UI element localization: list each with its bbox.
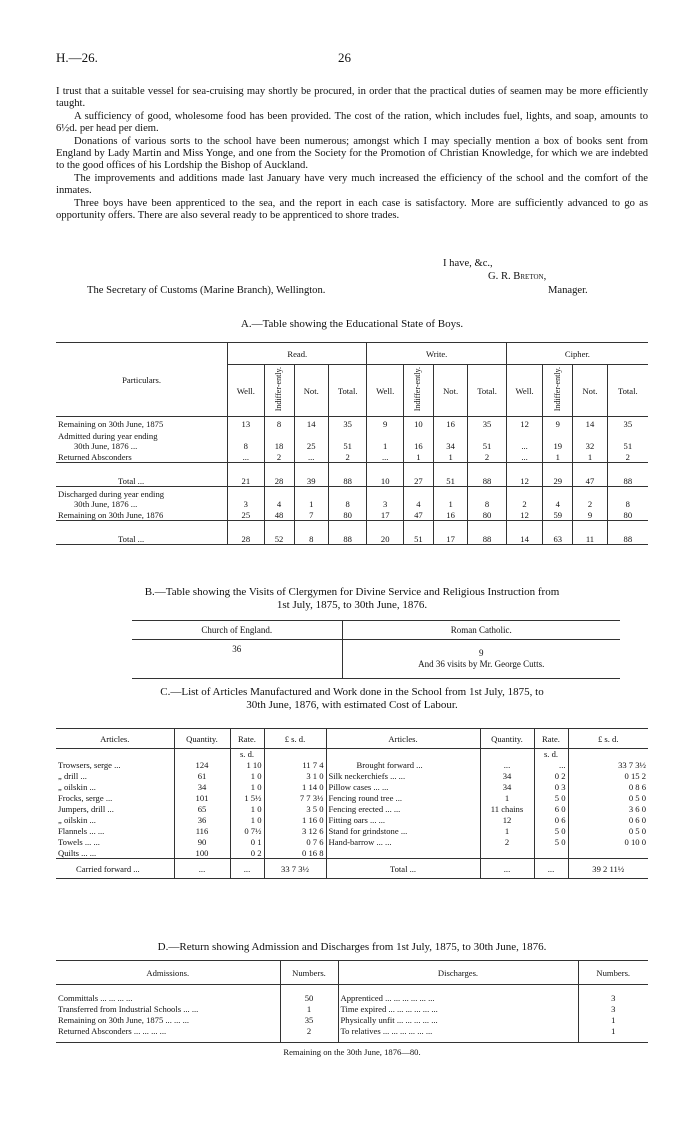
cell: 0 8 6 [628, 782, 646, 792]
cell: ... [228, 451, 264, 463]
cell: 39 [294, 463, 328, 487]
cell: 88 [468, 521, 507, 545]
article-name: Flannels ... ... [56, 826, 174, 837]
row-label: Returned Absconders [56, 451, 228, 463]
addressee: The Secretary of Customs (Marine Branch), Wellington. [87, 285, 326, 296]
page-header [56, 50, 648, 66]
cell: 16 [433, 509, 467, 521]
table-d [56, 960, 648, 1061]
cell: 1 5½ [230, 793, 264, 804]
cell: 0 7 6 [264, 837, 326, 848]
cell: 100 [174, 848, 230, 859]
col-total: Total. [617, 385, 638, 396]
cell: 88 [328, 521, 367, 545]
cell: 1 [433, 451, 467, 463]
cell: 11 chains [480, 804, 534, 815]
col-total: Total. [328, 365, 367, 417]
carried-forward-amount: 33 7 3½ [264, 859, 326, 879]
cell: 2 [264, 451, 294, 463]
cell: 12 [506, 463, 542, 487]
cell: ... [506, 451, 542, 463]
cell: 21 [228, 463, 264, 487]
cell: 14 [294, 417, 328, 429]
total-amount: 39 2 11½ [592, 863, 625, 874]
cell [534, 848, 568, 859]
cell: 0 10 0 [624, 837, 646, 847]
paragraph: Donations of various sorts to the school have been numerous; amongst which I may specially mention a box of books sent from England by Lady Martin and Miss Yonge, and one from the Society for the Promotion of Christian Knowledge, for which we are indebted to the good offices of his Lordship the Bishop of Auckland. [56, 135, 648, 172]
article-name: „ drill ... [56, 771, 174, 782]
cell: 14 [506, 521, 542, 545]
cell: 2 [280, 1026, 338, 1037]
cell: 27 [403, 463, 433, 487]
cell: 5 0 [534, 793, 568, 804]
articles-header: Articles. [326, 729, 480, 749]
church-of-england-visits: 36 [132, 640, 342, 679]
cell: 8 [625, 498, 630, 509]
row-label: Remaining on 30th June, 1875 ... ... ... [56, 1015, 280, 1026]
table-row [56, 509, 648, 521]
article-name: Fencing erected ... ... [326, 804, 480, 815]
carried-forward-label: Carried forward ... [56, 859, 174, 879]
cell: 0 6 0 [628, 815, 646, 825]
cell: 3 5 0 [264, 804, 326, 815]
rate-header: Rate. [230, 729, 264, 749]
quantity-header: Quantity. [480, 729, 534, 749]
table-c-title-line1: C.—List of Articles Manufactured and Work done in the School from 1st July, 1875, to [160, 686, 544, 698]
row-label: Returned Absconders ... ... ... ... [56, 1026, 280, 1037]
table-row [56, 793, 648, 804]
cell: 10 [367, 463, 403, 487]
cell: 80 [623, 510, 633, 520]
discharges-header: Discharges. [338, 961, 578, 985]
write-header: Write. [367, 343, 506, 365]
particulars-header: Particulars. [56, 343, 228, 417]
cell: 32 [573, 429, 607, 451]
table-c-body [56, 760, 648, 859]
table-row [56, 848, 648, 859]
quantity-header: Quantity. [174, 729, 230, 749]
article-name: Quilts ... ... [56, 848, 174, 859]
cell: 0 2 [230, 848, 264, 859]
table-b-bottom-rule [132, 679, 620, 680]
table-row [56, 804, 648, 815]
cell: 1 [543, 451, 573, 463]
total-label: Total ... [326, 859, 480, 879]
article-name: Fitting oars ... ... [326, 815, 480, 826]
table-row [56, 417, 648, 429]
cell: 20 [367, 521, 403, 545]
cell: 28 [228, 521, 264, 545]
table-row [56, 760, 648, 771]
cell: 48 [264, 509, 294, 521]
article-name: Pillow cases ... ... [326, 782, 480, 793]
row-label: Total ... [56, 463, 228, 487]
cell: ... [506, 429, 542, 451]
letter-body [56, 86, 648, 222]
church-of-england-header: Church of England. [132, 621, 342, 640]
cell: 3 [611, 993, 616, 1003]
cell: 3 [367, 487, 403, 509]
cell: 0 6 [534, 815, 568, 826]
table-b [132, 620, 620, 679]
cell: 2 [468, 451, 507, 463]
cell: 8 [294, 521, 328, 545]
cell: 34 [174, 782, 230, 793]
cell: 90 [174, 837, 230, 848]
table-a-body [56, 417, 648, 545]
article-name: Towels ... ... [56, 837, 174, 848]
cell: 50 [280, 993, 338, 1004]
cell: 51 [403, 521, 433, 545]
table-b-title-line1: B.—Table showing the Visits of Clergymen for Divine Service and Religious Instruction from [144, 586, 560, 598]
cell: 0 3 [534, 782, 568, 793]
cell: 3 1 0 [264, 771, 326, 782]
cell: 34 [480, 771, 534, 782]
cell: 1 [403, 451, 433, 463]
col-indifferently: Indiffer-ently. [403, 365, 433, 417]
row-label: Time expired ... ... ... ... ... ... [338, 1004, 578, 1015]
cell: 61 [174, 771, 230, 782]
col-not: Not. [294, 365, 328, 417]
cell: 35 [468, 417, 507, 429]
cell: 9 [573, 509, 607, 521]
table-c [56, 728, 648, 879]
cell: 63 [543, 521, 573, 545]
cell: 7 [294, 509, 328, 521]
cell: 51 [623, 440, 633, 451]
cell: ... [174, 859, 230, 879]
signatory-role: Manager. [548, 285, 588, 296]
table-b-title-line2: 1st July, 1875, to 30th June, 1876. [276, 599, 428, 611]
cell [480, 848, 534, 859]
cell: 2 [506, 487, 542, 509]
col-not: Not. [573, 365, 607, 417]
col-indifferently: Indiffer-ently. [264, 365, 294, 417]
cell: 51 [328, 429, 367, 451]
row-label: Remaining on 30th June, 1876 [56, 509, 228, 521]
cell: 8 [228, 429, 264, 451]
cell: 47 [573, 463, 607, 487]
row-label: Discharged during year ending 30th June, 1876 ... [56, 487, 228, 509]
numbers-header: Numbers. [596, 967, 631, 978]
cell: 0 7½ [230, 826, 264, 837]
cell: 1 [294, 487, 328, 509]
cell: 11 [573, 521, 607, 545]
table-row [56, 487, 648, 509]
cell: ... [480, 760, 534, 771]
table-row [56, 1004, 648, 1015]
cell: ... [480, 859, 534, 879]
cell: 2 [573, 487, 607, 509]
cell: 1 [367, 429, 403, 451]
cell: 9 [367, 417, 403, 429]
rate-unit: s. d. [230, 749, 264, 760]
rate-header: Rate. [534, 729, 568, 749]
cell: 13 [228, 417, 264, 429]
table-row [56, 771, 648, 782]
col-indifferently: Indiffer-ently. [543, 365, 573, 417]
cell: 0 5 0 [628, 793, 646, 803]
cell: ... [534, 760, 568, 771]
cell: 1 [280, 1004, 338, 1015]
cell: 2 [480, 837, 534, 848]
cell: 35 [623, 418, 633, 429]
article-name: Trowsers, serge ... [56, 760, 174, 771]
page-number: 26 [338, 50, 351, 65]
remaining-summary: Remaining on the 30th June, 1876—80. [283, 1046, 421, 1057]
table-row [56, 1026, 648, 1037]
table-row [56, 837, 648, 848]
roman-catholic-count: 9 [479, 648, 484, 658]
table-row [56, 993, 648, 1004]
cell: 0 5 0 [628, 826, 646, 836]
cell: 8 [468, 487, 507, 509]
table-row [56, 815, 648, 826]
cell: 35 [280, 1015, 338, 1026]
cell: 52 [264, 521, 294, 545]
cell: 14 [573, 417, 607, 429]
cell: 6 0 [534, 804, 568, 815]
article-name: Fencing round tree ... [326, 793, 480, 804]
cell: 17 [433, 521, 467, 545]
cell: 8 [264, 417, 294, 429]
cell: 5 0 [534, 837, 568, 848]
row-label: Transferred from Industrial Schools ... ... [56, 1004, 280, 1015]
cell: 88 [468, 463, 507, 487]
roman-catholic-visits [342, 640, 620, 679]
cell: 51 [468, 429, 507, 451]
table-a [56, 342, 648, 545]
cell: 2 [625, 452, 630, 462]
cell: 1 14 0 [264, 782, 326, 793]
cell: 4 [543, 487, 573, 509]
cell: 1 [480, 826, 534, 837]
row-label: Apprenticed ... ... ... ... ... ... [338, 993, 578, 1004]
table-row [56, 782, 648, 793]
table-row [56, 463, 648, 487]
table-row [56, 826, 648, 837]
cell: 10 [403, 417, 433, 429]
col-total: Total. [468, 365, 507, 417]
cell: 33 7 3½ [618, 760, 646, 770]
cell: 101 [174, 793, 230, 804]
cell: 16 [403, 429, 433, 451]
article-name: Jumpers, drill ... [56, 804, 174, 815]
cell: 12 [480, 815, 534, 826]
cell: 51 [433, 463, 467, 487]
cell: ... [534, 859, 568, 879]
roman-catholic-header: Roman Catholic. [342, 621, 620, 640]
article-name: Stand for grindstone ... [326, 826, 480, 837]
cell: 3 [228, 487, 264, 509]
cell: 65 [174, 804, 230, 815]
table-b-title [56, 586, 648, 612]
cell: 124 [174, 760, 230, 771]
table-row [56, 521, 648, 545]
row-label: Remaining on 30th June, 1875 [56, 417, 228, 429]
cell: 9 [543, 417, 573, 429]
table-row [56, 1015, 648, 1026]
article-name: „ oilskin ... [56, 782, 174, 793]
cell: 4 [403, 487, 433, 509]
cell: 35 [328, 417, 367, 429]
cell: 1 [573, 451, 607, 463]
roman-catholic-note: And 36 visits by Mr. George Cutts. [418, 659, 545, 669]
table-c-title-line2: 30th June, 1876, with estimated Cost of Labour. [246, 699, 458, 711]
cell: 47 [403, 509, 433, 521]
cell: 80 [328, 509, 367, 521]
cell: 59 [543, 509, 573, 521]
paragraph: Three boys have been apprenticed to the sea, and the report in each case is satisfactory. More are sufficiently advanced to go as opportunity offers. There are also several ready to be apprenticed to shore trades. [56, 197, 648, 222]
cell: 1 [480, 793, 534, 804]
cell: 1 0 [230, 804, 264, 815]
cell: 3 12 6 [264, 826, 326, 837]
cell: 5 0 [534, 826, 568, 837]
table-a-title: A.—Table showing the Educational State of Boys. [240, 318, 464, 330]
numbers-header: Numbers. [280, 961, 338, 985]
row-label: To relatives ... ... ... ... ... ... [338, 1026, 578, 1037]
article-name: Silk neckerchiefs ... ... [326, 771, 480, 782]
cell: 16 [433, 417, 467, 429]
cell: 12 [506, 509, 542, 521]
rate-unit: s. d. [534, 749, 568, 760]
cell: 0 2 [534, 771, 568, 782]
cell: 34 [480, 782, 534, 793]
cell: 88 [623, 534, 633, 544]
cell: 80 [468, 509, 507, 521]
row-label: Total ... [56, 521, 228, 545]
cell: 25 [294, 429, 328, 451]
cell: 28 [264, 463, 294, 487]
cell: 19 [543, 429, 573, 451]
cell: 3 [611, 1004, 616, 1014]
cell: 3 6 0 [628, 804, 646, 814]
paragraph: I trust that a suitable vessel for sea-cruising may shortly be procured, in order that the practical duties of seamen may be more efficiently taught. [56, 86, 648, 110]
col-well: Well. [228, 365, 264, 417]
cell: 36 [174, 815, 230, 826]
cell: 12 [506, 417, 542, 429]
cell: 88 [328, 463, 367, 487]
article-name: Hand-barrow ... ... [326, 837, 480, 848]
table-row [56, 429, 648, 451]
table-c-title [56, 686, 648, 712]
articles-header: Articles. [56, 729, 174, 749]
cell: ... [294, 451, 328, 463]
read-header: Read. [228, 343, 367, 365]
paragraph: The improvements and additions made last January have very much increased the efficiency of the school and the comfort of the inmates. [56, 172, 648, 197]
cell: 88 [623, 476, 633, 486]
col-not: Not. [433, 365, 467, 417]
cell: 1 0 [230, 771, 264, 782]
cell [568, 848, 648, 859]
cell: 0 15 2 [624, 771, 646, 781]
report-code: H.—26. [56, 50, 98, 65]
article-name [326, 848, 480, 859]
cell: 8 [328, 487, 367, 509]
table-d-title: D.—Return showing Admission and Discharges from 1st July, 1875, to 30th June, 1876. [157, 941, 547, 953]
cell: 11 7 4 [264, 760, 326, 771]
cell: 18 [264, 429, 294, 451]
cell: ... [230, 859, 264, 879]
cell: 17 [367, 509, 403, 521]
article-name: Brought forward ... [326, 760, 480, 771]
cell: 34 [433, 429, 467, 451]
table-d-body [56, 993, 648, 1037]
cell: 1 16 0 [264, 815, 326, 826]
row-label: Physically unfit ... ... ... ... ... [338, 1015, 578, 1026]
cell: 1 [611, 1026, 616, 1036]
row-label: Admitted during year ending 30th June, 1876 ... [56, 429, 228, 451]
cell: 1 0 [230, 782, 264, 793]
cell: ... [367, 451, 403, 463]
article-name: „ oilskin ... [56, 815, 174, 826]
cell: 1 10 [230, 760, 264, 771]
cell: 116 [174, 826, 230, 837]
article-name: Frocks, serge ... [56, 793, 174, 804]
cell: 4 [264, 487, 294, 509]
cell: 0 16 8 [264, 848, 326, 859]
cell: 1 [611, 1015, 616, 1025]
paragraph: A sufficiency of good, wholesome food has been provided. The cost of the ration, which includes fuel, lights, and soap, amounts to 6½d. per head per diem. [56, 110, 648, 135]
cell: 2 [328, 451, 367, 463]
cipher-header: Cipher. [564, 348, 590, 359]
cell: 25 [228, 509, 264, 521]
amount-header: £ s. d. [264, 729, 326, 749]
cell: 0 1 [230, 837, 264, 848]
sign-off: I have, &c., [443, 258, 493, 269]
cell: 29 [543, 463, 573, 487]
amount-header: £ s. d. [597, 733, 619, 744]
admissions-header: Admissions. [56, 961, 280, 985]
cell: 1 [433, 487, 467, 509]
col-well: Well. [506, 365, 542, 417]
signatory-name: G. R. Breton, [488, 271, 547, 282]
cell: 1 0 [230, 815, 264, 826]
cell: 7 7 3½ [264, 793, 326, 804]
table-row [56, 451, 648, 463]
col-well: Well. [367, 365, 403, 417]
row-label: Committals ... ... ... ... [56, 993, 280, 1004]
